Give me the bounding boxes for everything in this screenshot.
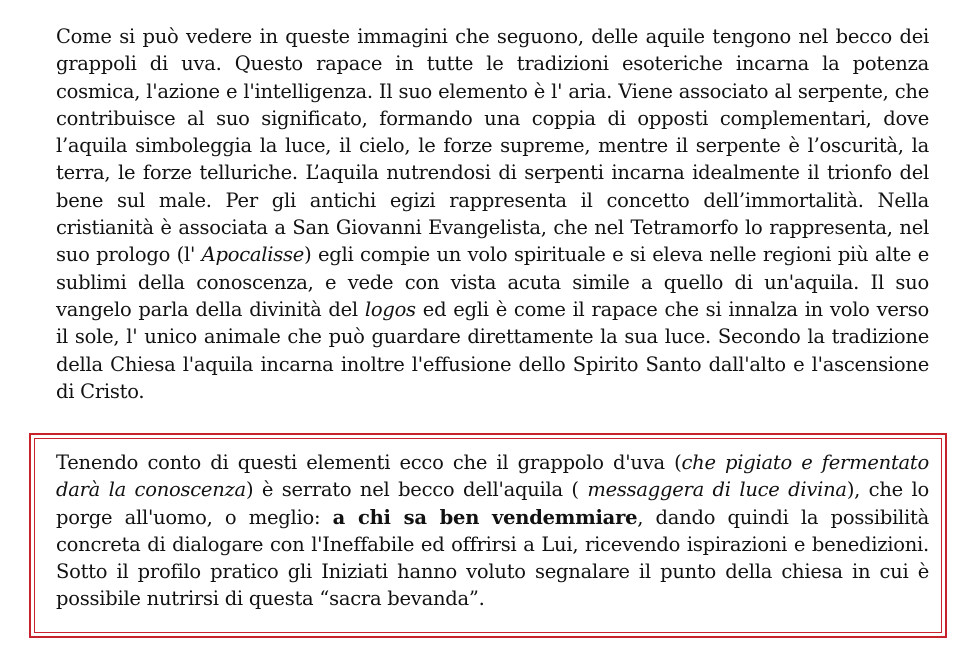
italic-phrase: che pigiato e fermentato darà la conoscenza [56,451,929,502]
text-run: ) egli compie un volo spirituale e si eleva nelle regioni più alte e sublimi della conoscenza, e vede con vista acuta simile a quello di un'aquila. Il suo vangelo parla della divinità del [56,243,929,321]
text-run: ) è serrato nel becco dell'aquila ( [245,478,588,502]
italic-term-logos: logos [364,297,416,321]
italic-phrase: messaggera di luce divina [587,478,847,502]
text-run: ), che lo porge all'uomo, o meglio: [56,478,929,529]
framed-paragraph-grape-cluster [56,449,929,613]
bold-phrase: a chi sa ben vendemmiare [332,505,638,529]
text-run: ed egli è come il rapace che si innalza in volo verso il sole, l' unico animale che può guardare direttamente la sua luce. Secondo la tradizione della Chiesa l'aquila incarna inoltre l'effusione dello Spirito Santo dall'alto e l'ascensione di Cristo. [56,297,929,403]
body-paragraph-eagle-symbolism [56,23,929,405]
text-run: Tenendo conto di questi elementi ecco che il grappolo d'uva ( [56,451,682,474]
italic-term-apocalisse: Apocalisse [201,243,305,267]
text-run: , dando quindi la possibilità concreta di dialogare con l'Ineffabile ed offrirsi a Lui, ricevendo ispirazioni e benedizioni. Sotto il profilo pratico gli Iniziati hanno voluto segnalare il punto della chiesa in cui è possibile nutrirsi di questa “sacra bevanda”. [56,505,929,611]
text-run: Come si può vedere in queste immagini che seguono, delle aquile tengono nel becco dei grappoli di uva. Questo rapace in tutte le tradizioni esoteriche incarna la potenza cosmica, l'azione e l'intelligenza. Il suo elemento è l' aria. Viene associato al serpente, che contribuisce al suo significato, formando una coppia di opposti complementari, dove l’aquila simboleggia la luce, il cielo, le forze supreme, mentre il serpente è l’oscurità, la terra, le forze telluriche. L’aquila nutrendosi di serpenti incarna idealmente il trionfo del bene sul male. Per gli antichi egizi rappresenta il concetto dell’immortalità. Nella cristianità è associata a San Giovanni Evangelista, che nel Tetramorfo lo rappresenta, nel suo prologo (l' [56,25,929,267]
